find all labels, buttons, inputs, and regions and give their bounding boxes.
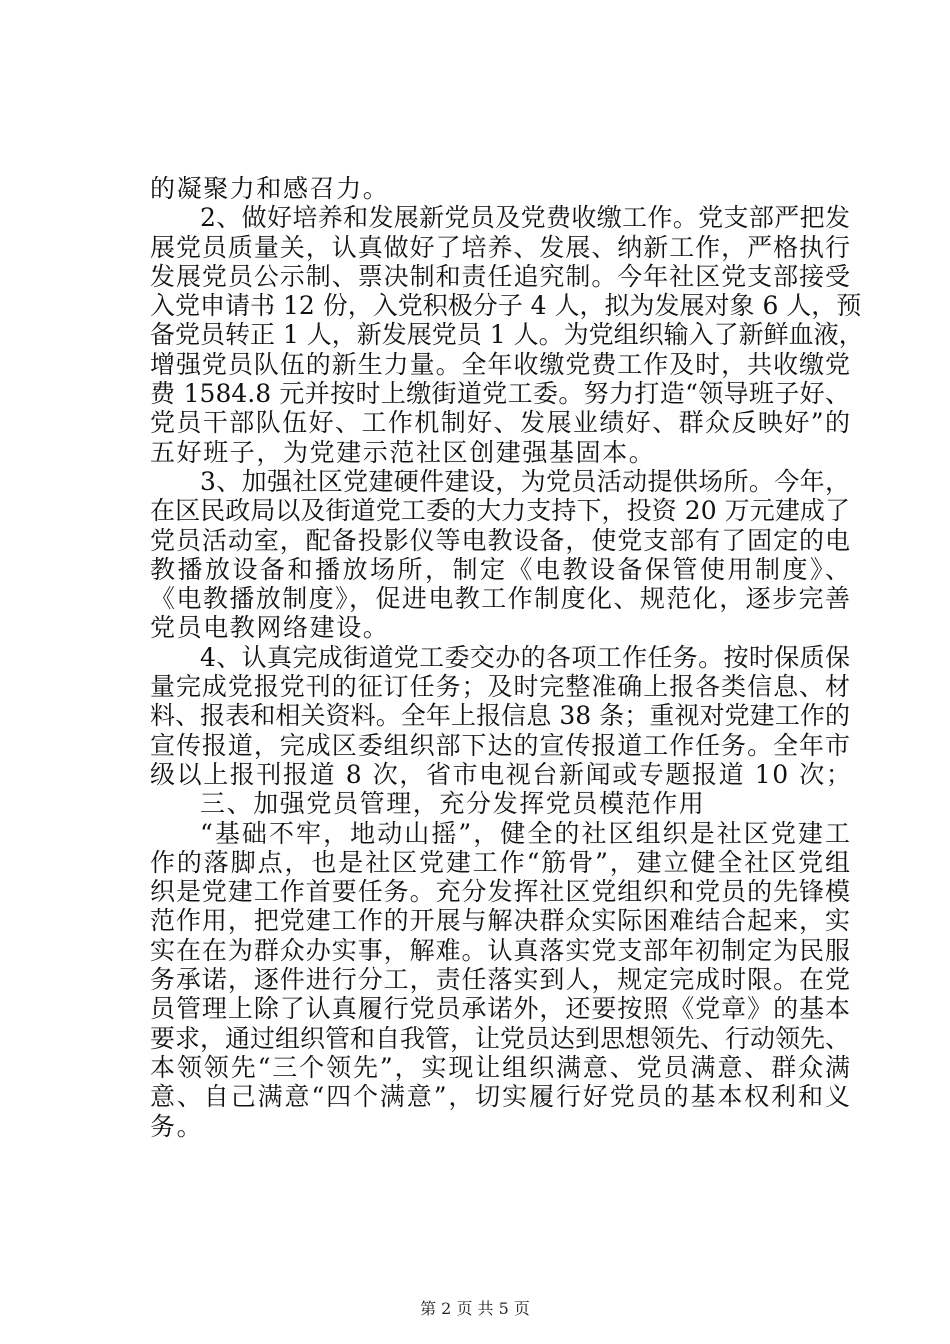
text-line: 三、加强党员管理，充分发挥党员模范作用 — [200, 789, 706, 819]
text-line: 宣传报道，完成区委组织部下达的宣传报道工作任务。全年市 — [150, 730, 850, 760]
text-line: 织是党建工作首要任务。充分发挥社区党组织和党员的先锋模 — [150, 877, 850, 907]
text-line: 展党员质量关，认真做好了培养、发展、纳新工作，严格执行 — [150, 232, 850, 262]
text-line: 范作用，把党建工作的开展与解决群众实际困难结合起来，实 — [150, 906, 850, 936]
text-line: 员管理上除了认真履行党员承诺外，还要按照《党章》的基本 — [150, 994, 850, 1024]
text-line: 务承诺，逐件进行分工，责任落实到人，规定完成时限。在党 — [150, 965, 850, 995]
text-line: 费 1584.8 元并按时上缴街道党工委。努力打造“领导班子好、 — [150, 379, 850, 409]
text-line: 要求，通过组织管和自我管，让党员达到思想领先、行动领先、 — [150, 1023, 851, 1053]
text-line: “基础不牢，地动山摇”，健全的社区组织是社区党建工 — [200, 818, 850, 848]
text-line: 党员干部队伍好、工作机制好、发展业绩好、群众反映好”的 — [150, 408, 850, 438]
text-line: 增强党员队伍的新生力量。全年收缴党费工作及时，共收缴党 — [150, 349, 850, 379]
text-line: 党员电教网络建设。 — [150, 613, 390, 643]
text-line: 本领领先“三个领先”，实现让组织满意、党员满意、群众满 — [150, 1052, 850, 1082]
text-line: 实在在为群众办实事，解难。认真落实党支部年初制定为民服 — [150, 935, 850, 965]
page-footer: 第 2 页 共 5 页 — [420, 1299, 530, 1318]
text-line: 备党员转正 1 人，新发展党员 1 人。为党组织输入了新鲜血液， — [150, 320, 864, 350]
text-line: 料、报表和相关资料。全年上报信息 38 条；重视对党建工作的 — [150, 701, 850, 731]
text-line: 意、自己满意“四个满意”，切实履行好党员的基本权利和义 — [150, 1082, 850, 1112]
text-line: 党员活动室，配备投影仪等电教设备，使党支部有了固定的电 — [150, 525, 850, 555]
text-line: 4、认真完成街道党工委交办的各项工作任务。按时保质保 — [200, 642, 850, 672]
text-line: 的凝聚力和感召力。 — [150, 174, 390, 203]
text-line: 量完成党报党刊的征订任务；及时完整准确上报各类信息、材 — [150, 672, 850, 702]
text-line: 发展党员公示制、票决制和责任追究制。今年社区党支部接受 — [150, 261, 850, 291]
text-line: 务。 — [150, 1111, 204, 1141]
text-line: 教播放设备和播放场所，制定《电教设备保管使用制度》、 — [150, 554, 850, 584]
text-line: 级以上报刊报道 8 次，省市电视台新闻或专题报道 10 次； — [150, 759, 853, 789]
document-body — [150, 174, 864, 1141]
text-line: 五好班子，为党建示范社区创建强基固本。 — [150, 437, 656, 467]
text-line: 2、做好培养和发展新党员及党费收缴工作。党支部严把发 — [200, 203, 850, 233]
text-line: 《电教播放制度》，促进电教工作制度化、规范化，逐步完善 — [150, 584, 850, 614]
text-line: 在区民政局以及街道党工委的大力支持下，投资 20 万元建成了 — [150, 496, 850, 526]
text-line: 3、加强社区党建硬件建设，为党员活动提供场所。今年， — [200, 466, 850, 496]
text-line: 入党申请书 12 份，入党积极分子 4 人，拟为发展对象 6 人，预 — [150, 291, 862, 321]
text-line: 作的落脚点，也是社区党建工作“筋骨”，建立健全社区党组 — [150, 847, 850, 877]
